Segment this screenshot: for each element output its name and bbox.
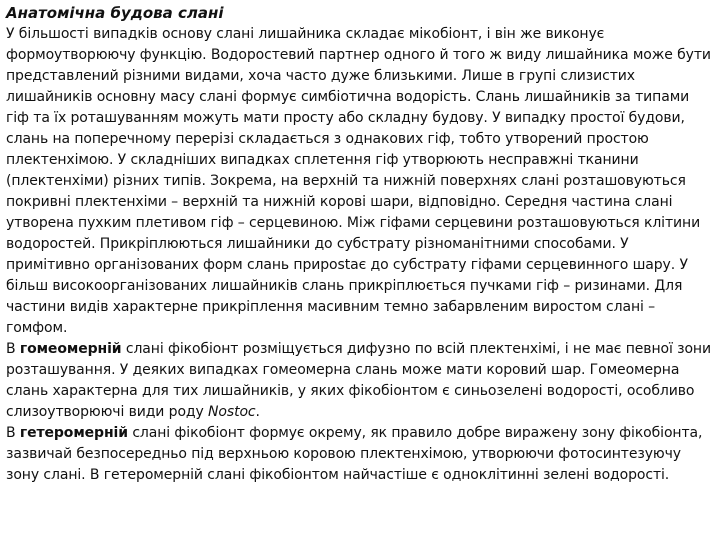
paragraph-heteromerous-text: слані фікобіонт формує окрему, як правило добре виражену зону фікобіонта, зазвичай безпосередньо під верхньою коровою плектенхімою, утворюючи фотосинтезуючу зону слані. В гетеромерній слані фікобіонтом найчастіше є одноклітинні зелені водорості. bbox=[6, 425, 703, 483]
paragraph-intro-text: У більшості випадків основу слані лишайника складає мікобіонт, і він же виконує формоутворюючу функцію. Водоростевий партнер одного й того ж виду лишайника може бути представлений різними видами, хоча часто дуже близькими. Лише в групі слизистих лишайників основну масу слані формує симбіотична водорість. Слань лишайників за типами гіф та їх роташуванням можуть мати просту або складну будову. У випадку простої будови, слань на поперечному перерізі складається з однакових гіф, тобто утворений простою плектенхімою. У складніших випадках сплетення гіф утворюють несправжні тканини (плектенхіми) різних типів. Зокрема, на верхній та нижній поверхнях слані розташовуються покривні плектенхіми – верхній та нижній корові шари, відповідно. Середня частина слані утворена пухким плетивом гіф – серцевиною. Між гіфами серцевини розташовуються клітини водоростей. Прикріплюються лишайники до субстрату різноманітними способами. У примітивно організованих форм слань прирostає до субстрату гіфами серцевинного шару. У більш високоорганізованих лишайників слань прикріплюється пучками гіф – ризинами. Для частини видів характерне прикріплення масивним темно забарвленим виростом слані – гомфом. bbox=[6, 26, 711, 336]
genus-nostoc: Nostoc bbox=[208, 404, 256, 420]
paragraph-homeomerous-suffix: . bbox=[255, 404, 260, 420]
term-homeomerous: гомеомерній bbox=[19, 341, 122, 357]
paragraph-heteromerous-prefix: В bbox=[6, 425, 20, 441]
slide-title: Анатомічна будова слані bbox=[6, 4, 224, 22]
paragraph-homeomerous-text: слані фікобіонт розміщується дифузно по всій плектенхімі, і не має певної зони розташування. У деяких випадках гомеомерна слань може мати коровий шар. Гомеомерна слань характерна для тих лишайників, у яких фікобіонтом є синьозелені водорості, особливо слизоутворюючі види роду bbox=[6, 341, 711, 420]
paragraph-heteromerous bbox=[6, 423, 714, 486]
paragraph-homeomerous-prefix: В bbox=[6, 341, 20, 357]
paragraph-homeomerous bbox=[6, 339, 714, 423]
paragraph-intro bbox=[6, 24, 714, 339]
term-heteromerous: гетеромерній bbox=[19, 425, 128, 441]
